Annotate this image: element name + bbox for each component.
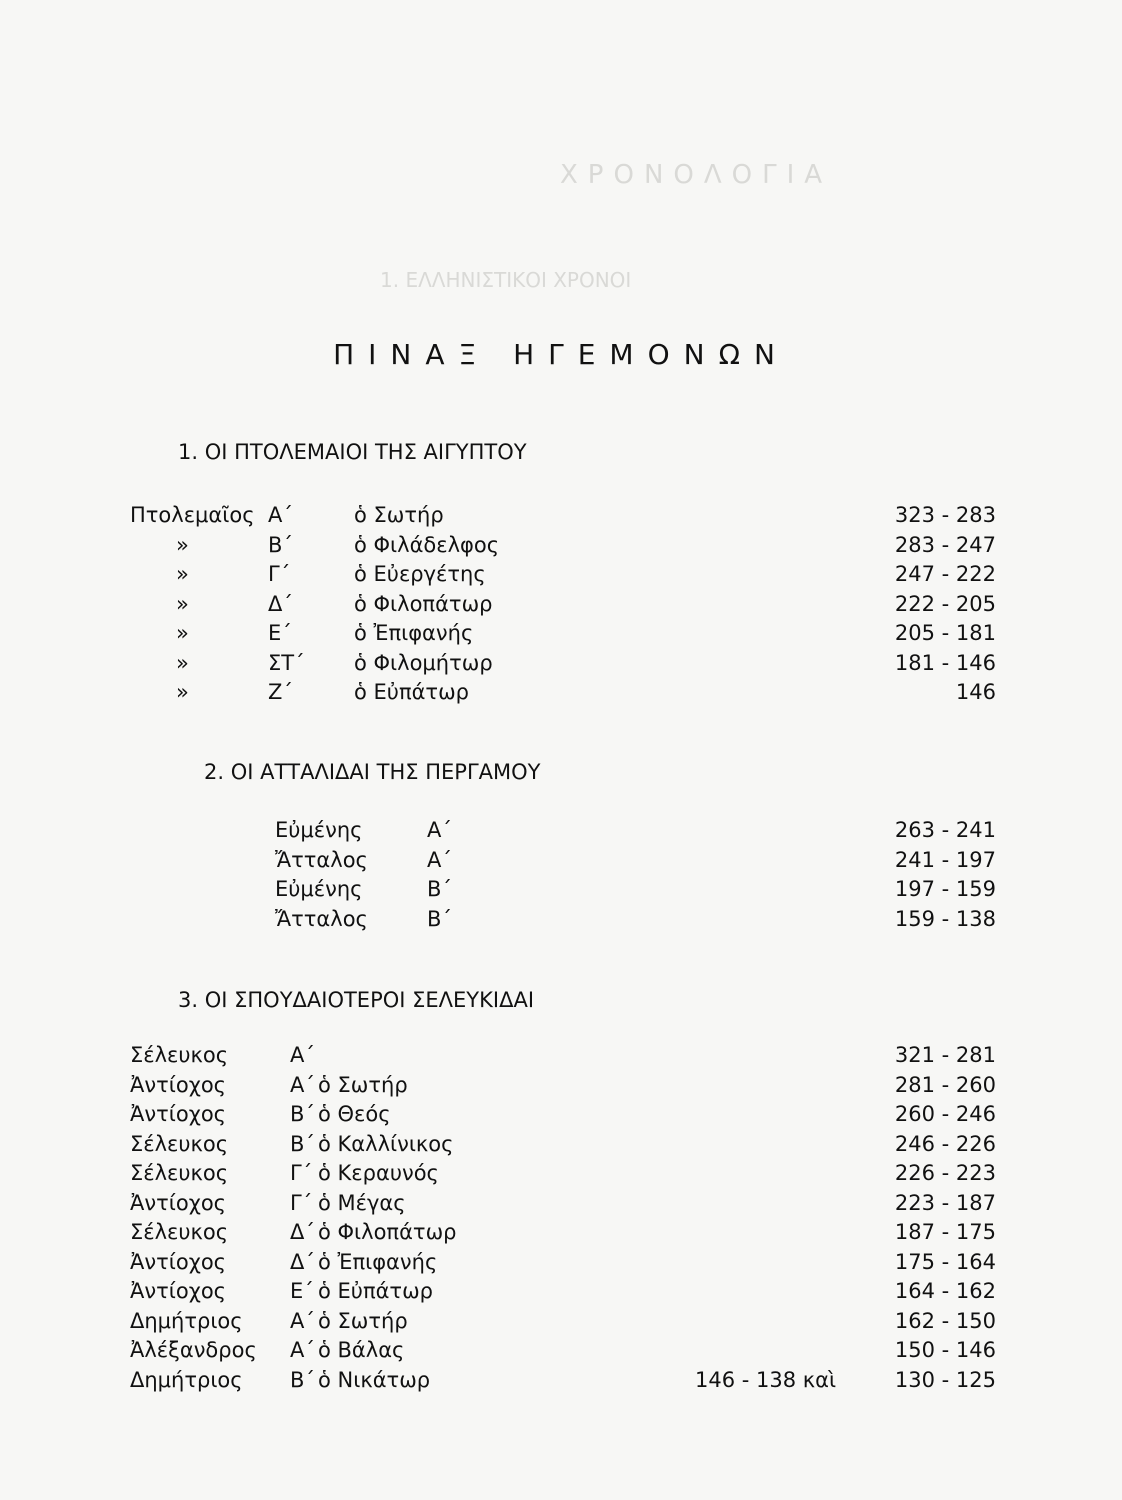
reign-years: 323 - 283 (894, 503, 996, 527)
ruler-epithet: ὁ Φιλοπάτωρ (354, 591, 493, 616)
table-row (0, 1368, 1122, 1398)
ruler-name: Σέλευκος (130, 1131, 229, 1156)
table-row (0, 848, 1122, 878)
ruler-number: ΣΤ΄ (268, 650, 305, 675)
ruler-number: Δ΄ (290, 1220, 315, 1244)
reign-years: 223 - 187 (894, 1190, 996, 1215)
ruler-number: Β΄ (427, 877, 452, 901)
table-row (0, 562, 1122, 592)
table-row (0, 1161, 1122, 1191)
ruler-name: » (176, 680, 189, 704)
ruler-number: Β΄ (290, 1102, 315, 1126)
ruler-name: » (176, 532, 189, 557)
table-row (0, 1132, 1122, 1162)
ruler-epithet: ὁ Φιλάδελφος (354, 532, 500, 557)
ruler-number: Β΄ (268, 532, 293, 557)
reign-years: 241 - 197 (894, 847, 996, 872)
reign-years: 247 - 222 (894, 562, 996, 586)
table-row (0, 533, 1122, 563)
ruler-name: Σέλευκος (130, 1043, 229, 1067)
section-heading-seleucids: 3. ΟΙ ΣΠΟΥΔΑΙΟΤΕΡΟΙ ΣΕΛΕΥΚΙΔΑΙ (178, 988, 535, 1012)
reign-years: 181 - 146 (894, 650, 996, 675)
ruler-name: » (176, 650, 189, 675)
ruler-number: Α΄ (427, 847, 452, 872)
ruler-name: » (176, 621, 189, 645)
reign-years: 222 - 205 (894, 591, 996, 616)
ruler-epithet: ὁ Εὐεργέτης (354, 562, 486, 586)
ruler-name: » (176, 591, 189, 616)
table-row (0, 503, 1122, 533)
reign-years: 226 - 223 (894, 1161, 996, 1185)
ruler-epithet: ὁ Φιλοπάτωρ (318, 1220, 457, 1244)
reign-years: 150 - 146 (894, 1338, 996, 1362)
ruler-name: Ἀντίοχος (130, 1249, 226, 1274)
reign-years: 162 - 150 (894, 1308, 996, 1333)
ruler-number: Ε΄ (290, 1279, 314, 1303)
ruler-epithet: ὁ Φιλομήτωρ (354, 650, 493, 675)
ruler-number: Δ΄ (268, 591, 293, 616)
reign-years: 205 - 181 (894, 621, 996, 645)
table-row (0, 1220, 1122, 1250)
section-heading-attalids: 2. ΟΙ ΑΤΤΑΛΙΔΑΙ ΤΗΣ ΠΕΡΓΑΜΟΥ (204, 760, 541, 784)
ruler-number: Γ΄ (290, 1190, 313, 1215)
ruler-name: Ἀντίοχος (130, 1190, 226, 1215)
ruler-epithet: ὁ Νικάτωρ (318, 1367, 431, 1392)
reign-years: 263 - 241 (894, 818, 996, 842)
reign-years: 197 - 159 (894, 877, 996, 901)
ruler-number: Β΄ (427, 906, 452, 931)
table-row (0, 651, 1122, 681)
ruler-number: Α΄ (290, 1308, 315, 1333)
ruler-number: Β΄ (290, 1131, 315, 1156)
ruler-number: Γ΄ (290, 1161, 313, 1185)
ruler-name: Σέλευκος (130, 1220, 229, 1244)
reign-years: 146 (955, 680, 996, 704)
table-row (0, 1043, 1122, 1073)
ruler-epithet: ὁ Σωτήρ (318, 1308, 408, 1333)
ruler-name: Ἀλέξανδρος (130, 1338, 257, 1362)
ruler-number: Ε΄ (268, 621, 292, 645)
ruler-epithet: ὁ Βάλας (318, 1338, 405, 1362)
ruler-name: Σέλευκος (130, 1161, 229, 1185)
ruler-name: Δημήτριος (130, 1308, 243, 1333)
ruler-name: » (176, 562, 189, 586)
reign-years: 246 - 226 (894, 1131, 996, 1156)
bleed-through-subtitle: 1. ΕΛΛΗΝΙΣΤΙΚΟΙ ΧΡΟΝΟΙ (380, 268, 632, 292)
ruler-name: Πτολεμαῖος (130, 503, 255, 527)
ruler-number: Γ΄ (268, 562, 291, 586)
ruler-name: Ἄτταλος (275, 906, 368, 931)
reign-years: 260 - 246 (894, 1102, 996, 1126)
reign-years: 175 - 164 (894, 1249, 996, 1274)
ruler-name: Ἀντίοχος (130, 1279, 226, 1303)
ruler-number: Α΄ (290, 1072, 315, 1097)
reign-years: 321 - 281 (894, 1043, 996, 1067)
ruler-name: Ἄτταλος (275, 847, 368, 872)
ruler-number: Α΄ (268, 503, 293, 527)
reign-years-extra: 146 - 138 καὶ (695, 1367, 837, 1392)
reign-years: 159 - 138 (894, 906, 996, 931)
ruler-number: Δ΄ (290, 1249, 315, 1274)
ruler-epithet: ὁ Καλλίνικος (318, 1131, 454, 1156)
ruler-epithet: ὁ Σωτήρ (318, 1072, 408, 1097)
ruler-name: Δημήτριος (130, 1367, 243, 1392)
ruler-name: Ἀντίοχος (130, 1072, 226, 1097)
table-row (0, 592, 1122, 622)
table-row (0, 907, 1122, 937)
table-row (0, 1073, 1122, 1103)
table-row (0, 1191, 1122, 1221)
ruler-name: Εὐμένης (275, 877, 363, 901)
ruler-name: Ἀντίοχος (130, 1102, 226, 1126)
table-row (0, 680, 1122, 710)
table-row (0, 877, 1122, 907)
table-row (0, 1102, 1122, 1132)
ruler-epithet: ὁ Κεραυνός (318, 1161, 439, 1185)
ruler-epithet: ὁ Θεός (318, 1102, 391, 1126)
table-row (0, 1309, 1122, 1339)
ruler-epithet: ὁ Εὐπάτωρ (354, 680, 469, 704)
ruler-epithet: ὁ Ἐπιφανής (354, 621, 474, 645)
table-row (0, 1338, 1122, 1368)
ruler-number: Α΄ (290, 1043, 315, 1067)
ruler-number: Ζ΄ (268, 680, 293, 704)
ruler-name: Εὐμένης (275, 818, 363, 842)
ruler-epithet: ὁ Μέγας (318, 1190, 406, 1215)
reign-years: 187 - 175 (894, 1220, 996, 1244)
ruler-epithet: ὁ Σωτήρ (354, 503, 444, 527)
bleed-through-title: ΧΡΟΝΟΛΟΓΙΑ (560, 160, 833, 190)
ruler-epithet: ὁ Ἐπιφανής (318, 1249, 438, 1274)
ruler-number: Β΄ (290, 1367, 315, 1392)
reign-years: 164 - 162 (894, 1279, 996, 1303)
page-title: ΠΙΝΑΞ ΗΓΕΜΟΝΩΝ (333, 338, 789, 371)
ruler-number: Α΄ (290, 1338, 315, 1362)
table-row (0, 1250, 1122, 1280)
table-row (0, 621, 1122, 651)
reign-years: 281 - 260 (894, 1072, 996, 1097)
reign-years: 130 - 125 (894, 1367, 996, 1392)
ruler-number: Α΄ (427, 818, 452, 842)
ruler-epithet: ὁ Εὐπάτωρ (318, 1279, 433, 1303)
section-heading-ptolemies: 1. ΟΙ ΠΤΟΛΕΜΑΙΟΙ ΤΗΣ ΑΙΓΥΠΤΟΥ (178, 440, 527, 464)
table-row (0, 818, 1122, 848)
table-row (0, 1279, 1122, 1309)
reign-years: 283 - 247 (894, 532, 996, 557)
